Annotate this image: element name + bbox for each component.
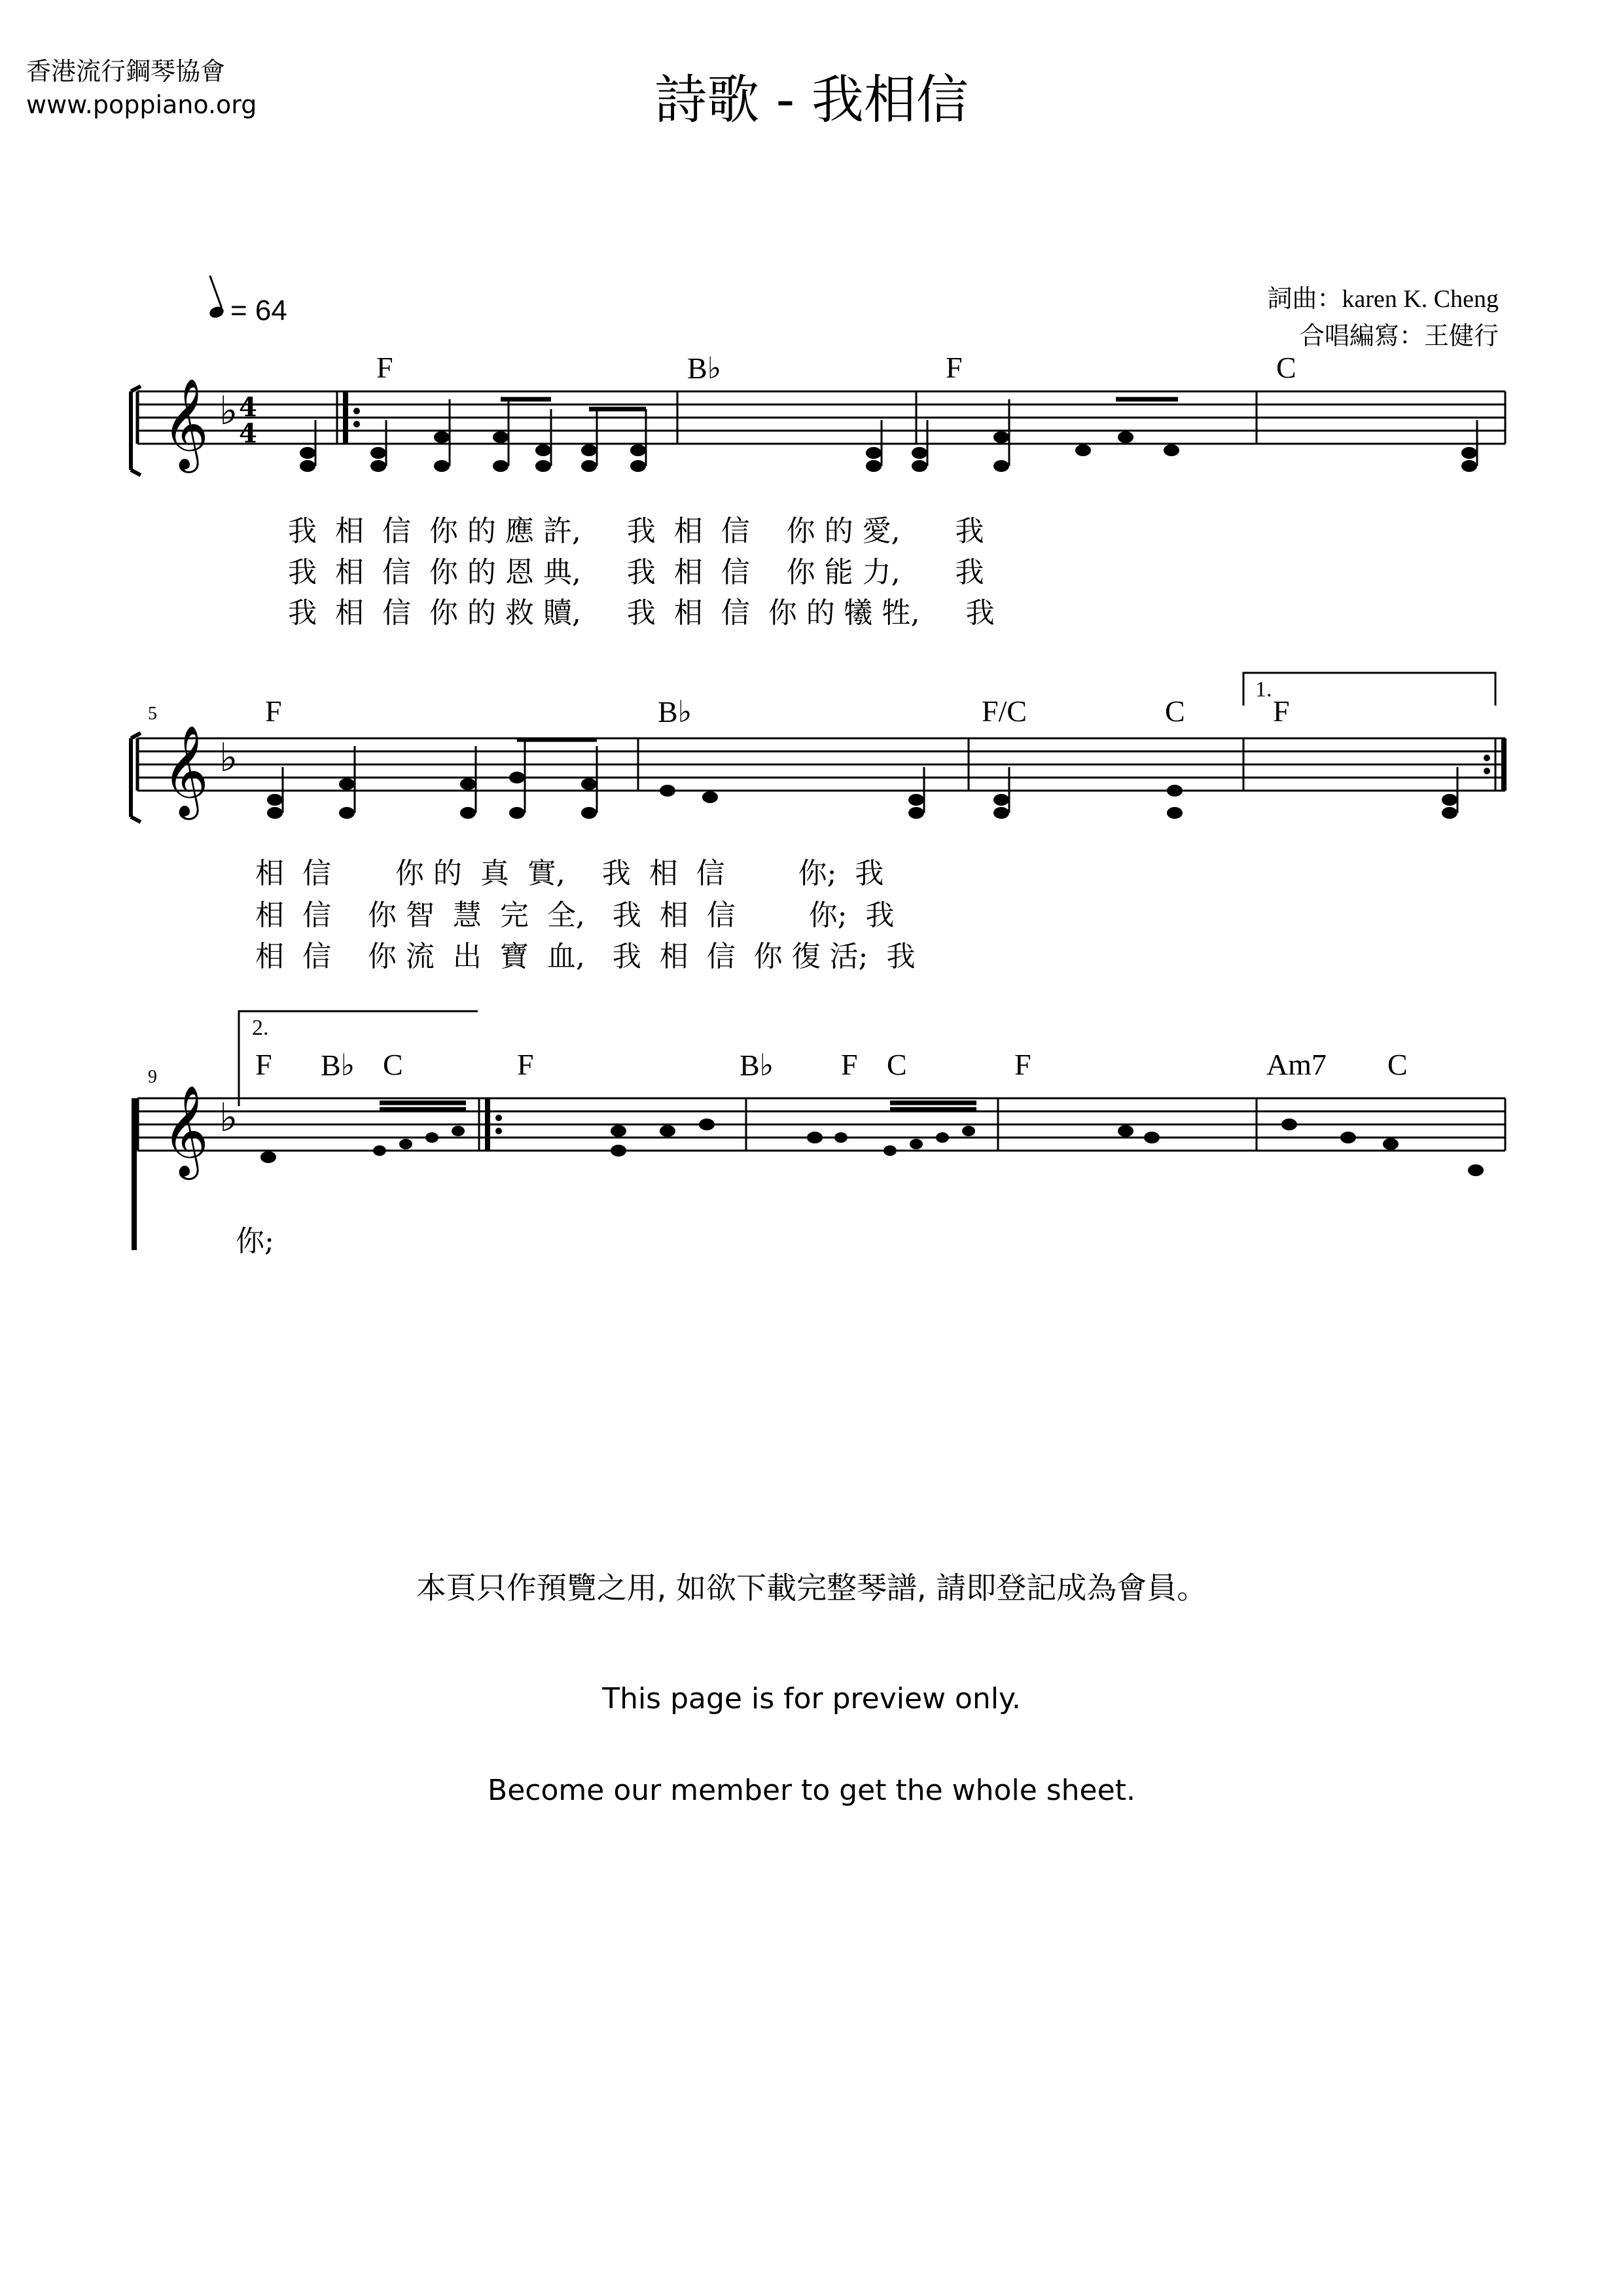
svg-text:♭: ♭ (219, 1095, 238, 1141)
page-title: 詩歌 - 我相信 (654, 69, 969, 130)
chord-symbol: Am7 (1266, 1048, 1327, 1081)
chord-symbol: B♭ (321, 1049, 355, 1082)
svg-text:4: 4 (239, 392, 257, 423)
chord-symbol: F (517, 1048, 534, 1081)
site-url[interactable]: www.poppiano.org (26, 90, 257, 119)
chord-symbol: C (383, 1048, 403, 1081)
chord-symbol: B♭ (740, 1049, 774, 1082)
site-name: 香港流行鋼琴協會 (26, 57, 226, 86)
lyric-line: 相 信 你 智 慧 完 全, 我 相 信 你; 我 (255, 899, 895, 932)
preview-notice-zh: 本頁只作預覽之用, 如欲下載完整琴譜, 請即登記成為會員。 (416, 1570, 1207, 1605)
membership-notice: Become our member to get the whole sheet. (488, 1774, 1135, 1807)
chord-symbol: C (1165, 694, 1185, 728)
lyric-line: 我 相 信 你 的 救 贖, 我 相 信 你 的 犧 牲, 我 (288, 596, 995, 630)
svg-text:𝄞: 𝄞 (162, 725, 209, 816)
measure-number: 9 (148, 1067, 157, 1087)
credit-arrangement: 合唱編寫：王健行 (1299, 323, 1499, 350)
lyric-line: 你; (236, 1225, 274, 1258)
chord-symbol: F (841, 1048, 858, 1081)
chord-symbol: F (1273, 694, 1290, 728)
beams (380, 399, 1178, 1109)
chord-symbol: F (376, 351, 393, 384)
volta-ending-1: 1. (1255, 677, 1272, 702)
svg-text:4: 4 (239, 418, 257, 449)
tempo-value: = 64 (230, 295, 287, 327)
svg-text:𝄞: 𝄞 (162, 378, 209, 469)
lyric-line: 相 信 你 的 真 實, 我 相 信 你; 我 (255, 857, 884, 890)
lyric-line: 我 相 信 你 的 恩 典, 我 相 信 你 能 力, 我 (288, 556, 984, 589)
staff-system-2 (131, 673, 1505, 822)
chord-symbol: F (255, 1048, 272, 1081)
chord-symbol: C (1387, 1048, 1408, 1081)
svg-text:𝄞: 𝄞 (162, 1085, 209, 1176)
chord-symbol: B♭ (658, 695, 692, 728)
chord-symbol: F (265, 694, 282, 728)
lyric-line: 相 信 你 流 出 寶 血, 我 相 信 你 復 活; 我 (255, 940, 916, 973)
measure-number: 5 (148, 704, 157, 724)
staff-system-1 (131, 386, 1505, 475)
preview-notice-en: This page is for preview only. (602, 1682, 1021, 1715)
chord-symbol: C (1276, 351, 1296, 384)
svg-text:♭: ♭ (219, 735, 238, 781)
chord-symbol: F (1014, 1048, 1031, 1081)
svg-text:♭: ♭ (219, 388, 238, 434)
chord-symbol: C (887, 1048, 907, 1081)
lyric-line: 我 相 信 你 的 應 許, 我 相 信 你 的 愛, 我 (288, 514, 984, 548)
credit-lyrics-music: 詞曲：karen K. Cheng (1267, 285, 1499, 313)
volta-ending-2: 2. (252, 1016, 269, 1040)
chord-symbol: F (946, 351, 963, 384)
chord-symbol: F/C (982, 694, 1027, 728)
chord-symbol: B♭ (687, 351, 722, 385)
